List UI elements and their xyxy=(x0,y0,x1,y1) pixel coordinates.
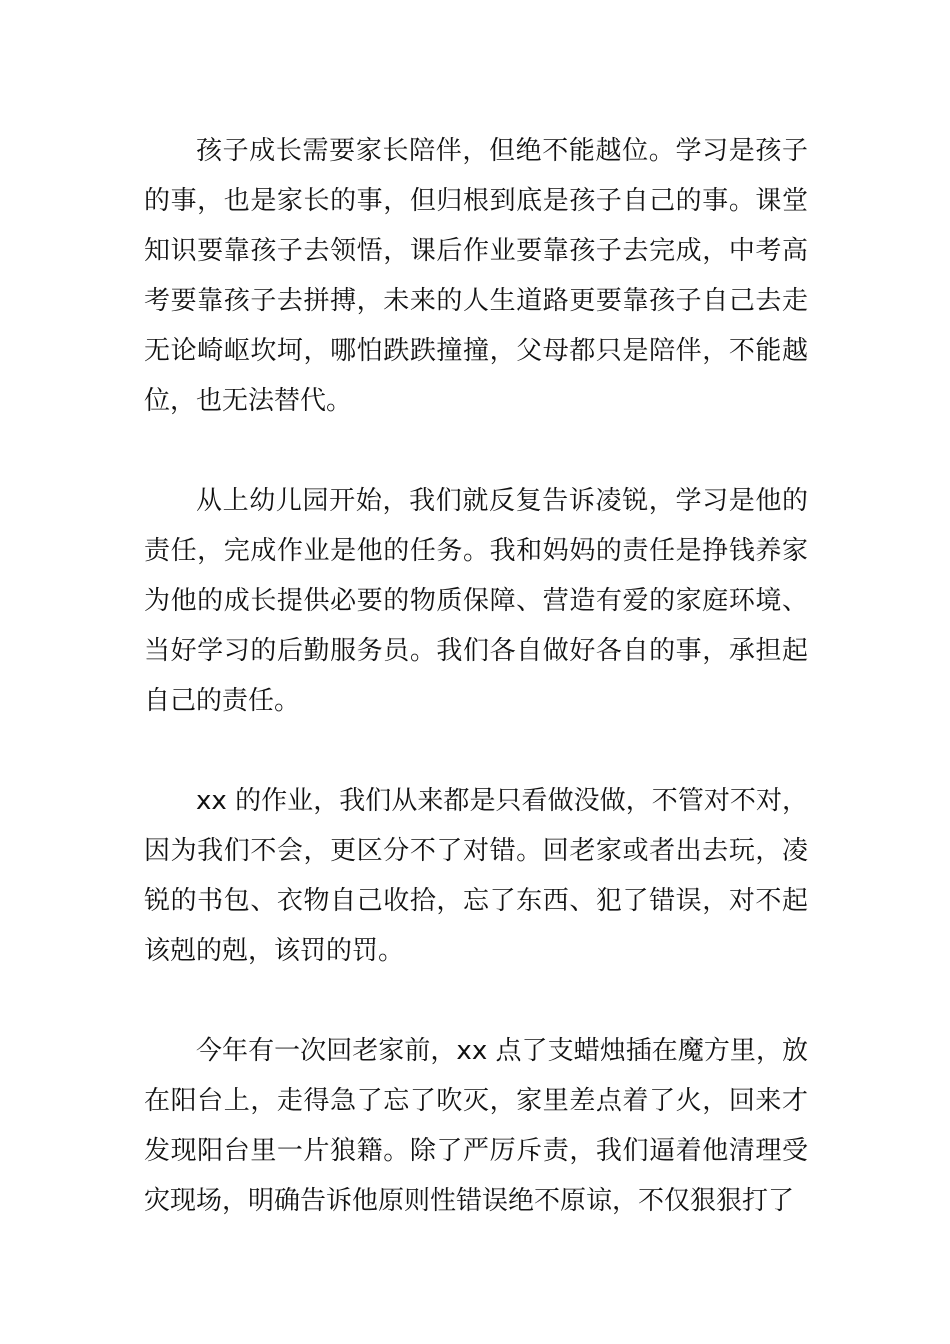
paragraph-3: xx 的作业，我们从来都是只看做没做，不管对不对，因为我们不会，更区分不了对错。回老家或者出去玩，凌锐的书包、衣物自己收拾，忘了东西、犯了错误，对不起该剋的剋，该罚的罚。 xyxy=(144,786,808,966)
paragraph-4: 今年有一次回老家前，xx 点了支蜡烛插在魔方里，放在阳台上，走得急了忘了吹灭，家里差点着了火，回来才发现阳台里一片狼籍。除了严厉斥责，我们逼着他清理受灾现场，明确告诉他原则性错误绝不原谅，不仅狠狠打了 xyxy=(144,1036,808,1216)
paragraph-2: 从上幼儿园开始，我们就反复告诉凌锐，学习是他的责任，完成作业是他的任务。我和妈妈的责任是挣钱养家为他的成长提供必要的物质保障、营造有爱的家庭环境、当好学习的后勤服务员。我们各自做好各自的事，承担起自己的责任。 xyxy=(144,486,808,716)
paragraph-1: 孩子成长需要家长陪伴，但绝不能越位。学习是孩子的事，也是家长的事，但归根到底是孩子自己的事。课堂知识要靠孩子去领悟，课后作业要靠孩子去完成，中考高考要靠孩子去拼搏，未来的人生道路更要靠孩子自己去走无论崎岖坎坷，哪怕跌跌撞撞，父母都只是陪伴，不能越位，也无法替代。 xyxy=(144,136,808,416)
document-body xyxy=(144,126,808,1276)
